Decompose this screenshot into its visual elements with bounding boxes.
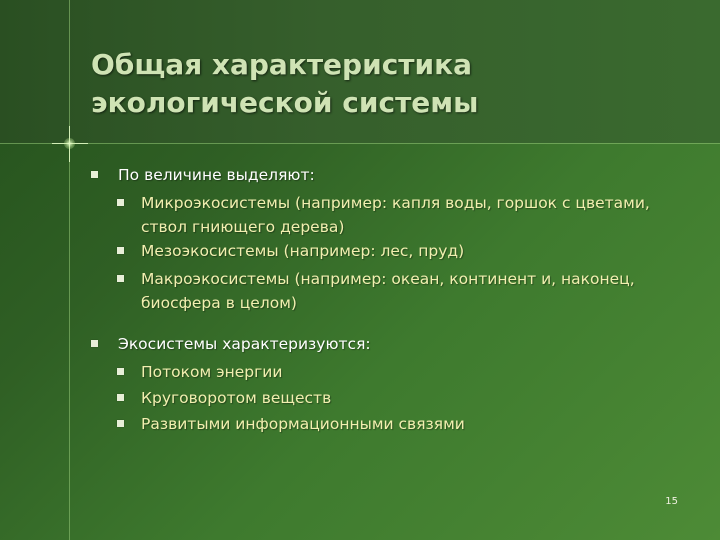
list-item: Мезоэкосистемы (например: лес, пруд)	[141, 242, 465, 260]
section-heading: Экосистемы характеризуются:	[118, 335, 371, 353]
section-heading: По величине выделяют:	[118, 166, 315, 184]
square-bullet-icon	[117, 275, 124, 282]
square-bullet-icon	[117, 199, 124, 206]
page-number: 15	[665, 496, 678, 507]
slide-title-line-2: экологической системы	[91, 86, 479, 119]
list-item: Круговоротом веществ	[141, 389, 332, 407]
square-bullet-icon	[117, 368, 124, 375]
list-item: Развитыми информационными связями	[141, 415, 465, 433]
square-bullet-icon	[117, 247, 124, 254]
list-item: Макроэкосистемы (например: океан, континент и, наконец,	[141, 270, 635, 288]
list-item: Потоком энергии	[141, 363, 283, 381]
slide-title-line-1: Общая характеристика	[91, 48, 473, 81]
list-item-continuation: ствол гниющего дерева)	[141, 218, 345, 236]
list-item-continuation: биосфера в целом)	[141, 294, 297, 312]
square-bullet-icon	[91, 171, 98, 178]
square-bullet-icon	[117, 394, 124, 401]
square-bullet-icon	[117, 420, 124, 427]
square-bullet-icon	[91, 340, 98, 347]
list-item: Микроэкосистемы (например: капля воды, горшок с цветами,	[141, 194, 650, 212]
